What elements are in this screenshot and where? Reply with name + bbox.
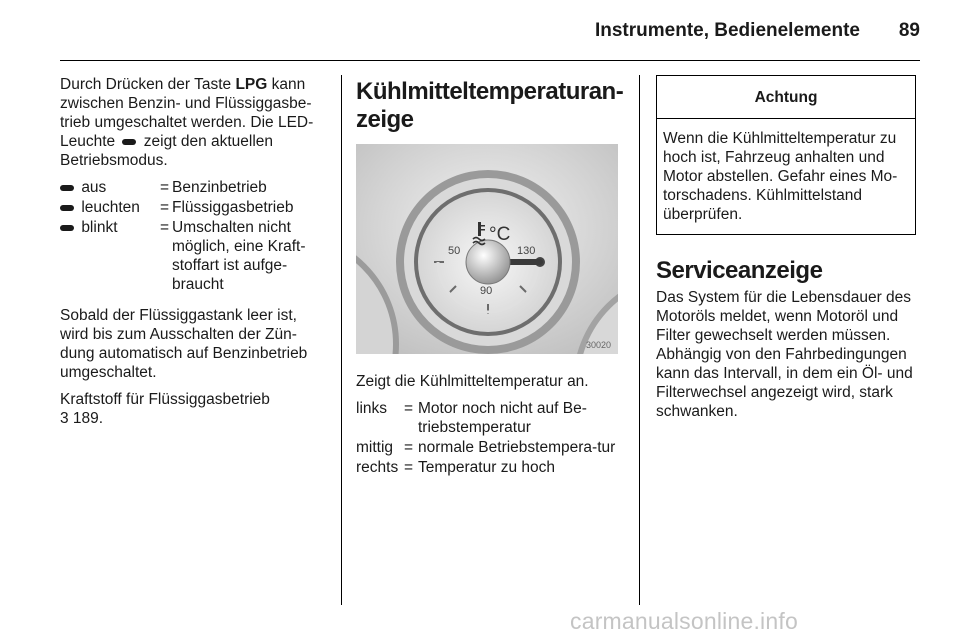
gauge-mark-low: 50: [448, 245, 461, 257]
warning-title: Achtung: [657, 76, 915, 119]
coolant-definition-list: [356, 399, 626, 477]
column-divider: [639, 75, 640, 605]
led-icon: [122, 139, 136, 145]
list-item: rechts = Temperatur zu hoch: [356, 459, 555, 476]
list-item: mittig = normale Betriebstempera-tur: [356, 439, 616, 456]
page-ref-icon: 3: [60, 410, 69, 427]
table-row: leuchten = Flüssiggasbetrieb: [60, 198, 326, 217]
table-row: aus = Benzinbetrieb: [60, 178, 326, 197]
auto-switch-paragraph: Sobald der Flüssiggastank leer ist, wird bis zum Ausschalten der Zün-dung automatisch auf Benzinbetrieb umgeschaltet.: [60, 307, 308, 381]
led-icon: [60, 225, 74, 231]
table-row: blinkt = Umschalten nicht möglich, eine Kraft-stoffart ist aufge-braucht: [60, 218, 326, 294]
coolant-intro-text: Zeigt die Kühlmitteltemperatur an.: [356, 373, 589, 390]
gauge-hub: [466, 240, 510, 284]
watermark: carmanualsonline.info: [570, 608, 798, 634]
section-title-service: Serviceanzeige: [656, 257, 823, 284]
lpg-intro-paragraph: Durch Drücken der Taste LPG kann zwischen Benzin- und Flüssiggasbe-trieb umgeschaltet werden. Die LED-Leuchte zeigt den aktuellen Betriebsmodus.: [60, 76, 314, 169]
coolant-gauge-illustration: [356, 144, 618, 354]
gauge-mark-high: 130: [517, 245, 536, 257]
coolant-gauge-image: [356, 144, 618, 354]
gauge-mark-mid: 90: [480, 285, 493, 297]
fuel-reference-paragraph: Kraftstoff für Flüssiggasbetrieb 3 189.: [60, 391, 270, 427]
image-code: 30020: [586, 340, 612, 350]
middle-column: [356, 78, 626, 478]
warning-box: [656, 75, 916, 235]
warning-text: Wenn die Kühlmitteltemperatur zu hoch ist, Fahrzeug anhalten und Motor abstellen. Gefahr eines Mo-torschadens. Kühlmittelstand überprüfen.: [663, 130, 898, 223]
led-status-table: [60, 178, 326, 294]
list-item: links = Motor noch nicht auf Be-triebstemperatur: [356, 400, 587, 436]
led-icon: [60, 205, 74, 211]
lpg-key-label: LPG: [235, 76, 268, 93]
service-text: Das System für die Lebensdauer des Motoröls meldet, wenn Motoröl und Filter gewechselt werden müssen. Abhängig von den Fahrbedingungen kann das Intervall, in dem ein Öl- und Filterwechsel angezeigt wird, stark schwanken.: [656, 289, 913, 420]
page-header: [0, 0, 960, 60]
section-title-coolant: Kühlmitteltemperaturan-zeige: [356, 78, 624, 133]
page-reference-link[interactable]: 189.: [68, 410, 104, 427]
column-divider: [341, 75, 342, 605]
left-column: [60, 75, 326, 436]
page-number: 89: [898, 20, 920, 41]
header-rule: [60, 60, 920, 61]
right-column: [656, 75, 922, 429]
led-icon: [60, 185, 74, 191]
gauge-unit: °C: [489, 224, 511, 245]
header-title: Instrumente, Bedienelemente: [594, 20, 860, 41]
